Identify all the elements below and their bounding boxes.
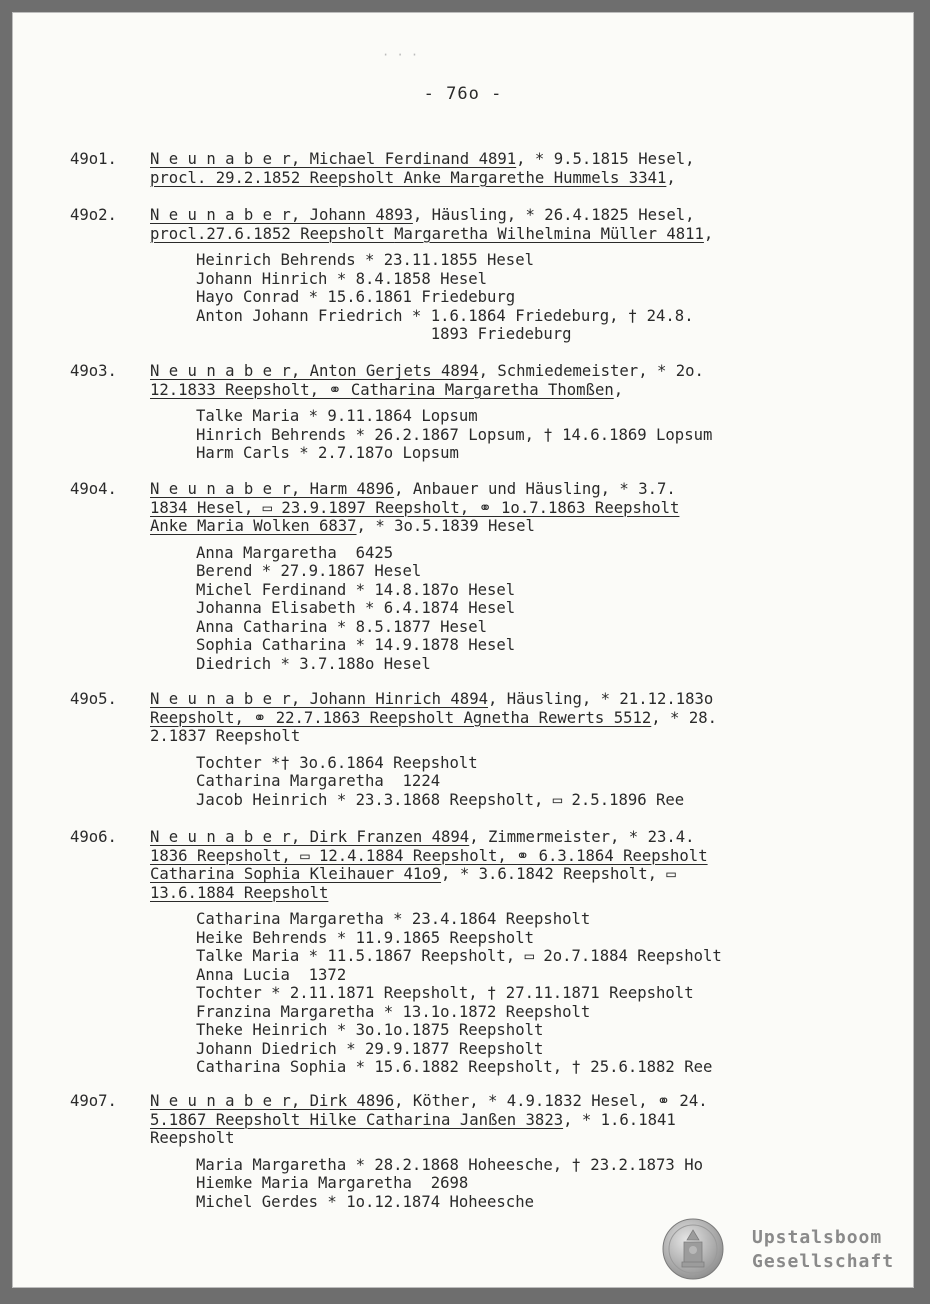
child-record: Anna Lucia 1372 xyxy=(196,965,347,984)
entry-heading-continued xyxy=(70,847,870,866)
child-record: Michel Ferdinand * 14.8.187o Hesel xyxy=(196,580,516,599)
entry-heading-continued xyxy=(70,517,870,536)
child-record: Catharina Sophia * 15.6.1882 Reepsholt, † 25.6.1882 Ree xyxy=(196,1058,713,1076)
underlined-text: procl.27.6.1852 Reepsholt xyxy=(150,224,395,243)
entry-6 xyxy=(70,828,870,1077)
child-record: Berend * 27.9.1867 Hesel xyxy=(196,562,422,580)
entry-heading-continued xyxy=(70,169,870,188)
entry-number: 49o1. xyxy=(70,150,117,168)
underlined-text: Reepsholt, ⚭ 22.7.1863 Reepsholt xyxy=(150,708,464,727)
entry-heading xyxy=(70,828,870,847)
text-segment: , * 3.6.1842 Reepsholt, ▭ xyxy=(441,865,676,883)
child-record: Anna Margaretha 6425 xyxy=(196,543,394,562)
spacer xyxy=(70,1148,870,1156)
child-record: Tochter * 2.11.1871 Reepsholt, † 27.11.1871 Reepsholt xyxy=(196,984,694,1002)
child-record: Talke Maria * 11.5.1867 Reepsholt, ▭ 2o.7.1884 Reepsholt xyxy=(196,947,722,965)
entry-heading-continued xyxy=(70,499,870,518)
entry-heading xyxy=(70,480,870,499)
text-segment: Reepsholt xyxy=(150,1129,235,1147)
underlined-text: 13.6.1884 Reepsholt xyxy=(150,883,329,902)
child-record: Johann Hinrich * 8.4.1858 Hesel xyxy=(196,269,488,288)
text-segment: , xyxy=(613,380,624,399)
child-record: Johanna Elisabeth * 6.4.1874 Hesel xyxy=(196,599,516,617)
text-segment: , Köther, * 4.9.1832 Hesel, ⚭ 24. xyxy=(394,1092,708,1110)
text-segment: , * 9.5.1815 Hesel, xyxy=(516,150,695,168)
underlined-text: Anke Margarethe Hummels 3341 xyxy=(403,168,667,187)
text-segment: , Häusling, * 26.4.1825 Hesel, xyxy=(412,206,695,224)
child-record: Hiemke Maria Margaretha 2698 xyxy=(196,1174,469,1192)
entry-number: 49o7. xyxy=(70,1092,117,1110)
seal-icon xyxy=(662,1218,724,1280)
text-segment: , Zimmermeister, * 23.4. xyxy=(469,828,695,846)
underlined-text: 5.1867 Reepsholt xyxy=(150,1110,310,1129)
entry-5 xyxy=(70,690,870,809)
child-record: Maria Margaretha * 28.2.1868 Hoheesche, † 23.2.1873 Ho xyxy=(196,1155,703,1174)
child-record: Sophia Catharina * 14.9.1878 Hesel xyxy=(196,636,516,654)
entry-heading-continued xyxy=(70,1129,870,1148)
entry-heading xyxy=(70,362,870,381)
child-record: Johann Diedrich * 29.9.1877 Reepsholt xyxy=(196,1039,544,1058)
child-record: Diedrich * 3.7.188o Hesel xyxy=(196,654,431,673)
child-record: Anna Catharina * 8.5.1877 Hesel xyxy=(196,617,488,636)
underlined-text: 1836 Reepsholt, ▭ 12.4.1884 Reepsholt, ⚭ 6.3.1864 Reepsholt xyxy=(150,846,708,865)
child-record: Anton Johann Friedrich * 1.6.1864 Friedeburg, † 24.8. xyxy=(196,306,694,325)
underlined-text: procl. 29.2.1852 Reepsholt xyxy=(150,168,404,187)
child-record: Tochter *† 3o.6.1864 Reepsholt xyxy=(196,753,478,772)
entry-heading-continued xyxy=(70,865,870,884)
spacer xyxy=(70,399,870,407)
underlined-text: N e u n a b e r, Dirk 4896 xyxy=(150,1092,395,1110)
entry-number: 49o3. xyxy=(70,362,117,380)
upstalsboom-logo xyxy=(662,1218,912,1280)
entry-number: 49o2. xyxy=(70,206,117,224)
child-record: Franzina Margaretha * 13.1o.1872 Reepsholt xyxy=(196,1002,591,1021)
text-segment: , * 3o.5.1839 Hesel xyxy=(356,517,535,535)
child-record: Harm Carls * 2.7.187o Lopsum xyxy=(196,444,459,462)
child-record: Hayo Conrad * 15.6.1861 Friedeburg xyxy=(196,288,516,306)
child-record: Heike Behrends * 11.9.1865 Reepsholt xyxy=(196,928,534,947)
child-record: Theke Heinrich * 3o.1o.1875 Reepsholt xyxy=(196,1021,544,1039)
entry-heading xyxy=(70,206,870,225)
child-record: Hinrich Behrends * 26.2.1867 Lopsum, † 14.6.1869 Lopsum xyxy=(196,425,713,444)
entry-3 xyxy=(70,362,870,463)
spacer xyxy=(70,746,870,754)
text-segment: , Schmiedemeister, * 2o. xyxy=(478,362,704,380)
underlined-text: Catharina Margaretha Thomßen xyxy=(350,380,614,399)
entry-heading xyxy=(70,1092,870,1111)
underlined-text: Hilke Catharina Janßen 3823 xyxy=(309,1110,564,1129)
underlined-text: N e u n a b e r, Dirk Franzen 4894 xyxy=(150,828,470,846)
text-segment: , * 1.6.1841 xyxy=(563,1110,676,1129)
underlined-text: N e u n a b e r, Johann 4893 xyxy=(150,206,413,224)
entry-heading-continued xyxy=(70,709,870,728)
entry-heading xyxy=(70,150,870,169)
entry-heading-continued xyxy=(70,1111,870,1130)
page-number: - 76o - xyxy=(423,84,503,104)
entry-7 xyxy=(70,1092,870,1211)
child-record: Heinrich Behrends * 23.11.1855 Hesel xyxy=(196,251,534,269)
text-segment: , Anbauer und Häusling, * 3.7. xyxy=(394,480,676,498)
child-record: Talke Maria * 9.11.1864 Lopsum xyxy=(196,407,478,425)
text-segment: , Häusling, * 21.12.183o xyxy=(487,690,714,708)
entry-heading-continued xyxy=(70,727,870,746)
entry-1 xyxy=(70,150,870,187)
entry-number: 49o6. xyxy=(70,828,117,846)
child-record: Catharina Margaretha 1224 xyxy=(196,772,441,790)
entry-heading-continued xyxy=(70,381,870,400)
entry-heading-continued xyxy=(70,225,870,244)
entry-heading xyxy=(70,690,870,709)
entry-heading-continued xyxy=(70,884,870,903)
underlined-text: N e u n a b e r, Anton Gerjets 4894 xyxy=(150,362,479,380)
child-record: Catharina Margaretha * 23.4.1864 Reepsholt xyxy=(196,910,591,928)
spacer xyxy=(70,536,870,544)
underlined-text: Anke Maria Wolken 6837 xyxy=(150,517,357,535)
underlined-text: Margaretha Wilhelmina Müller 4811 xyxy=(394,224,704,243)
text-segment: 2.1837 Reepsholt xyxy=(150,727,301,745)
underlined-text: Catharina Sophia Kleihauer 41o9 xyxy=(150,865,442,883)
underlined-text: N e u n a b e r, Johann Hinrich 4894 xyxy=(150,690,488,708)
text-segment: , * 28. xyxy=(651,708,717,727)
underlined-text: N e u n a b e r, Michael Ferdinand 4891 xyxy=(150,150,517,168)
child-record: Michel Gerdes * 1o.12.1874 Hoheesche xyxy=(196,1192,534,1211)
document-page xyxy=(12,12,914,1288)
underlined-text: Agnetha Rewerts 5512 xyxy=(463,708,652,727)
entry-4 xyxy=(70,480,870,673)
logo-line-1: Upstalsboom xyxy=(752,1227,883,1248)
spacer xyxy=(70,902,870,910)
child-record: Jacob Heinrich * 23.3.1868 Reepsholt, ▭ 2.5.1896 Ree xyxy=(196,790,685,809)
child-record: 1893 Friedeburg xyxy=(196,325,572,343)
underlined-text: 12.1833 Reepsholt, ⚭ xyxy=(150,380,351,399)
text-segment: , xyxy=(666,168,676,187)
underlined-text: 1834 Hesel, ▭ 23.9.1897 Reepsholt, ⚭ 1o.7.1863 Reepsholt xyxy=(150,498,680,517)
entry-number: 49o4. xyxy=(70,480,117,498)
logo-line-2: Gesellschaft xyxy=(752,1251,895,1272)
scan-smudge: · · · xyxy=(382,48,419,62)
entry-2 xyxy=(70,206,870,344)
entry-number: 49o5. xyxy=(70,690,117,708)
underlined-text: N e u n a b e r, Harm 4896 xyxy=(150,480,395,498)
spacer xyxy=(70,243,870,251)
text-segment: , xyxy=(703,224,714,243)
